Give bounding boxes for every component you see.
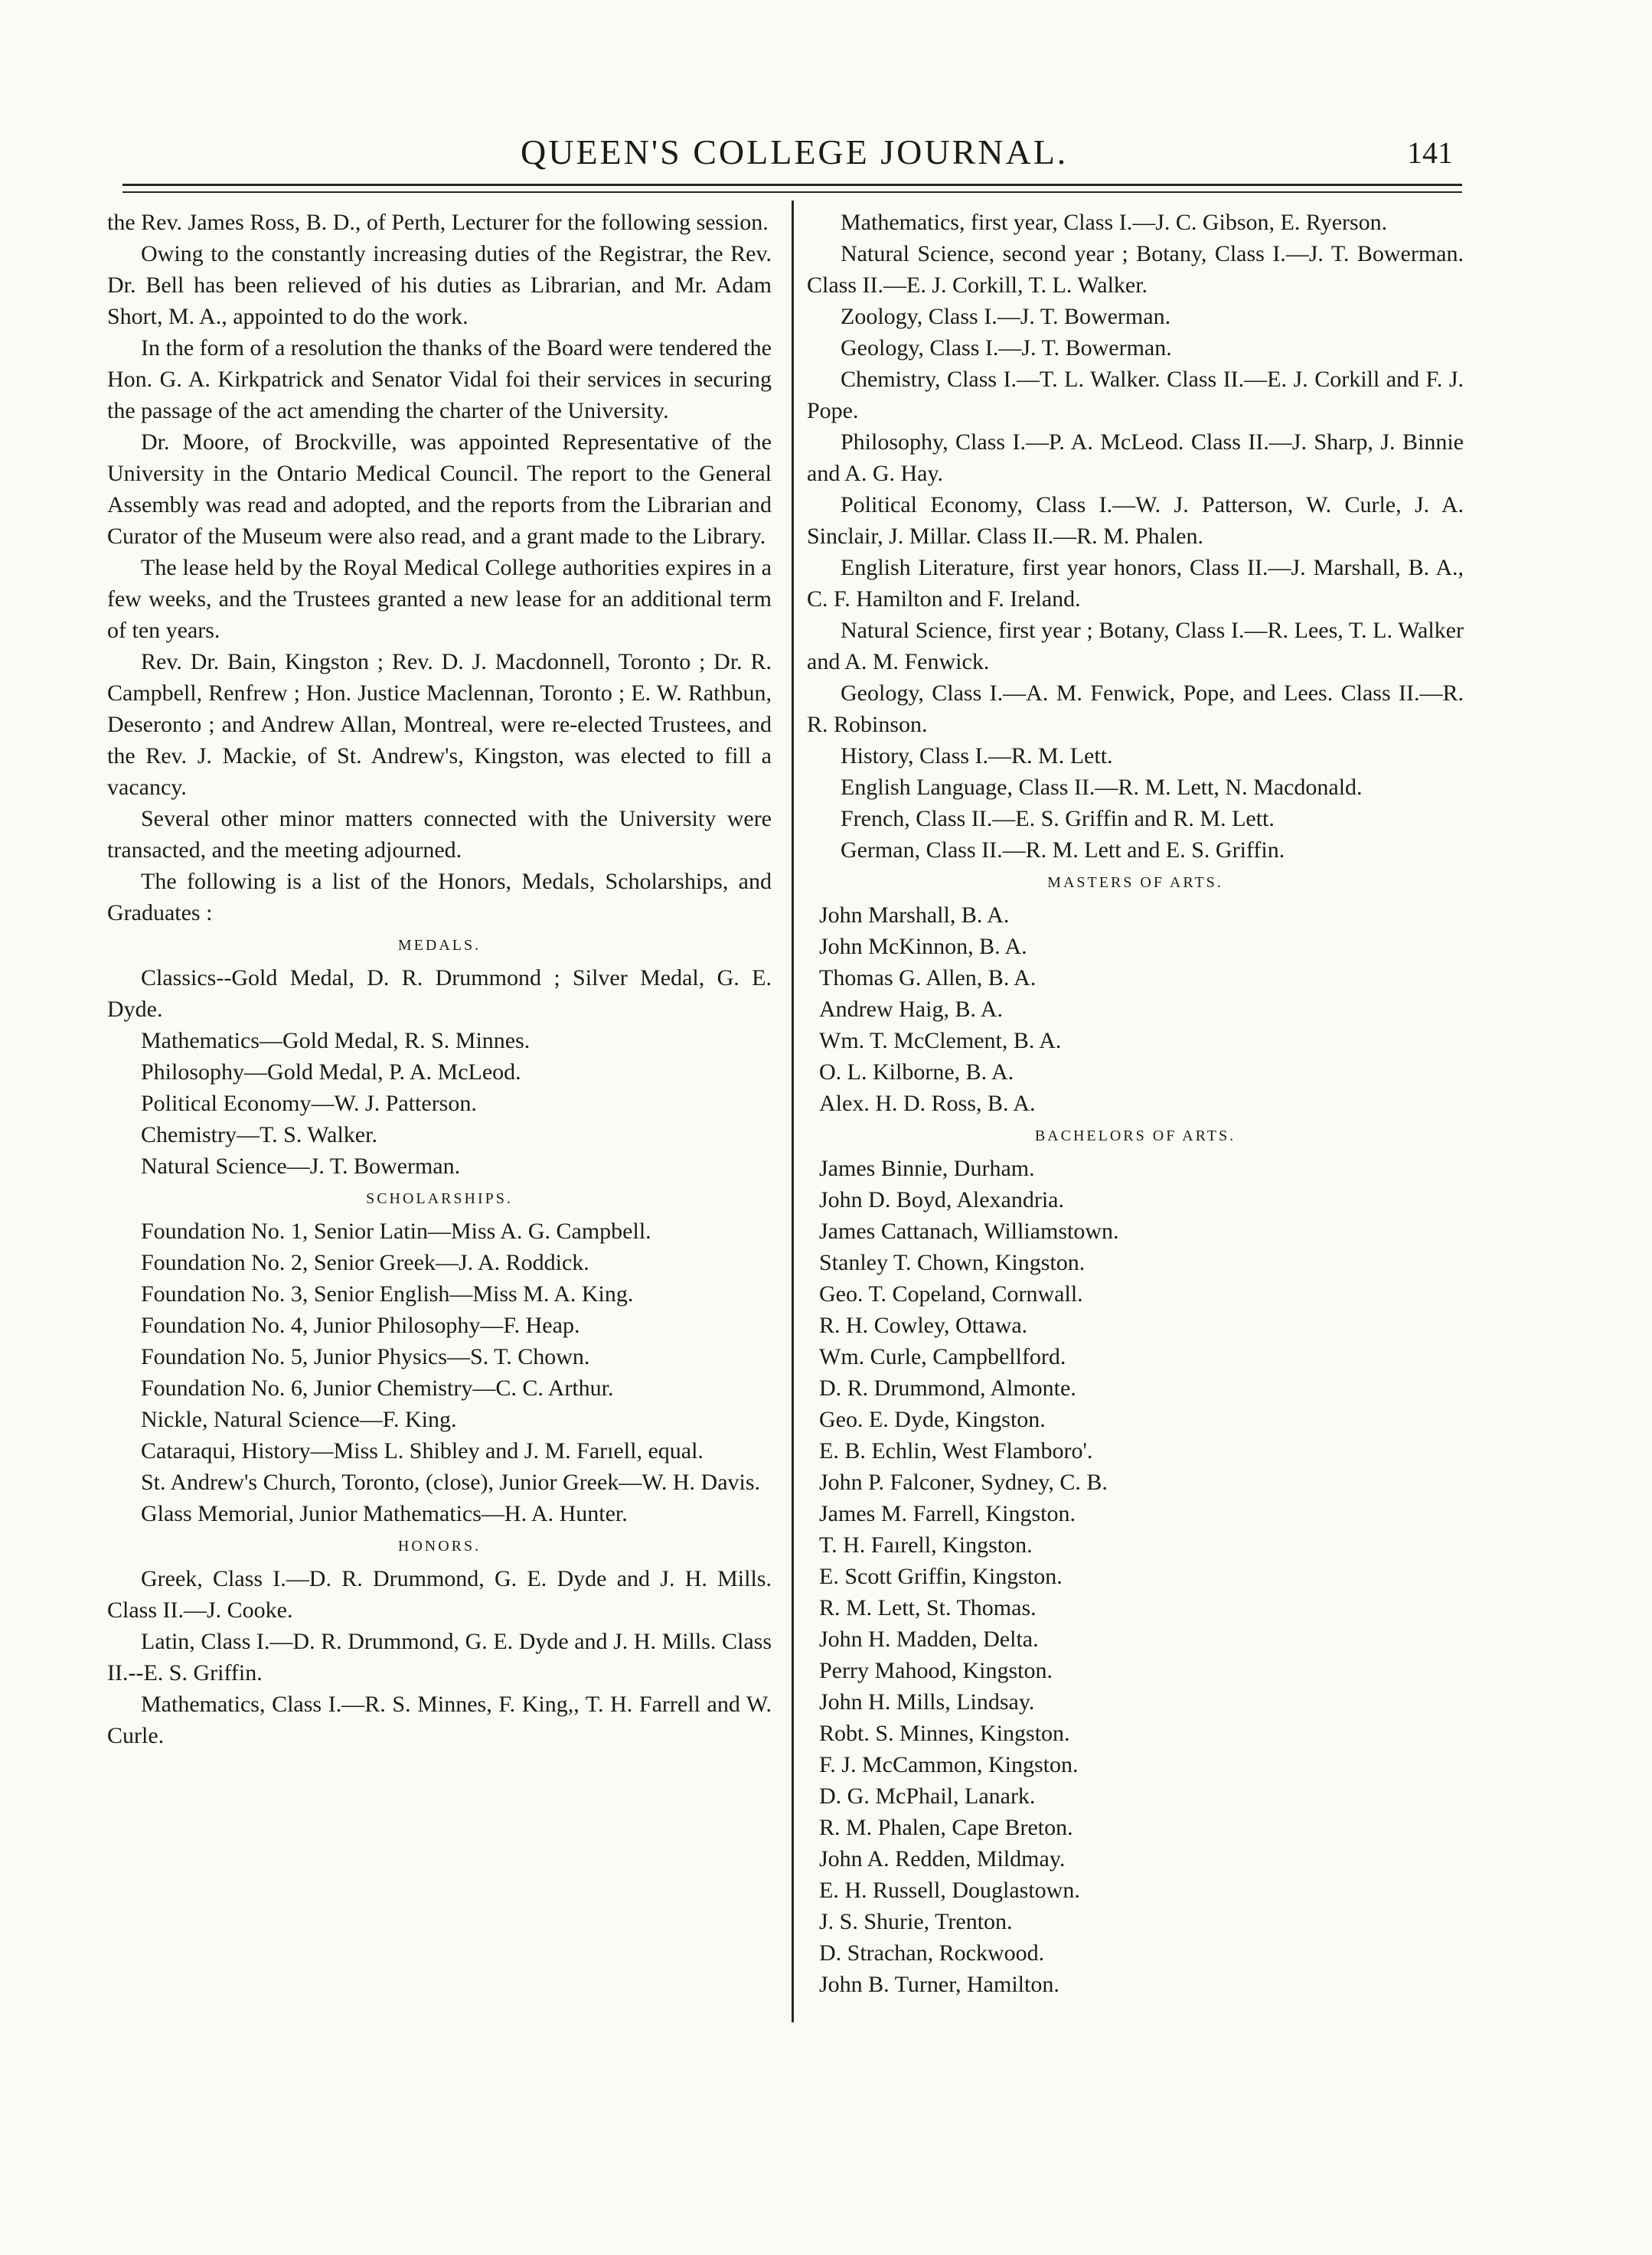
page-number: 141 (1407, 135, 1453, 170)
list-item: Thomas G. Allen, B. A. (819, 965, 1037, 990)
list-item: E. B. Echlin, West Flamboro'. (819, 1438, 1093, 1464)
list-item: Mathematics—Gold Medal, R. S. Minnes. (141, 1028, 531, 1053)
list-item: French, Class II.—E. S. Griffin and R. M. Lett. (841, 806, 1275, 831)
list-item: Stanley T. Chown, Kingston. (819, 1250, 1086, 1275)
list-item: English Language, Class II.—R. M. Lett, N. Macdonald. (841, 775, 1363, 800)
list-item: Foundation No. 1, Senior Latin—Miss A. G. Campbell. (141, 1219, 651, 1244)
list-item: R. M. Phalen, Cape Breton. (819, 1815, 1073, 1840)
paragraph: The lease held by the Royal Medical College authorities expires in a few weeks, and the Trustees granted a new lease for an additional term of ten years. (107, 555, 772, 643)
list-item: J. S. Shurie, Trenton. (819, 1909, 1013, 1934)
list-item: History, Class I.—R. M. Lett. (841, 743, 1113, 769)
list-item: Chemistry, Class I.—T. L. Walker. Class II.—E. J. Corkill and F. J. Pope. (807, 367, 1464, 423)
column-divider (792, 201, 794, 2022)
list-item: St. Andrew's Church, Toronto, (close), Junior Greek—W. H. Davis. (141, 1470, 761, 1495)
list-item: Foundation No. 5, Junior Physics—S. T. Chown. (141, 1344, 590, 1369)
list-item: Cataraqui, History—Miss L. Shibley and J. M. Farıell, equal. (141, 1438, 704, 1464)
list-item: John McKinnon, B. A. (819, 934, 1027, 959)
paragraph: Owing to the constantly increasing duties of the Registrar, the Rev. Dr. Bell has been relieved of his duties as Librarian, and Mr. Adam Short, M. A., appointed to do the work. (107, 241, 772, 329)
list-item: James Cattanach, Williamstown. (819, 1219, 1119, 1244)
list-item: John H. Mills, Lindsay. (819, 1689, 1035, 1715)
list-item: E. Scott Griffin, Kingston. (819, 1564, 1063, 1589)
list-item: Latin, Class I.—D. R. Drummond, G. E. Dyde and J. H. Mills. Class II.--E. S. Griffin. (107, 1629, 772, 1686)
list-item: Geology, Class I.—A. M. Fenwick, Pope, and Lees. Class II.—R. R. Robinson. (807, 680, 1464, 737)
list-item: Geo. E. Dyde, Kingston. (819, 1407, 1046, 1432)
right-column (807, 207, 1464, 2000)
list-item: John H. Madden, Delta. (819, 1627, 1039, 1652)
list-item: D. Strachan, Rockwood. (819, 1940, 1045, 1966)
list-item: O. L. Kilborne, B. A. (819, 1059, 1014, 1085)
list-item: John B. Turner, Hamilton. (819, 1972, 1059, 1997)
list-item: Robt. S. Minnes, Kingston. (819, 1721, 1070, 1746)
list-item: Mathematics, first year, Class I.—J. C. Gibson, E. Ryerson. (841, 210, 1388, 235)
left-column (107, 207, 772, 1751)
list-item: Philosophy, Class I.—P. A. McLeod. Class II.—J. Sharp, J. Binnie and A. G. Hay. (807, 429, 1464, 486)
paragraph: Several other minor matters connected with the University were transacted, and the meeting adjourned. (107, 806, 772, 863)
list-item: Wm. Curle, Campbellford. (819, 1344, 1066, 1369)
list-item: Foundation No. 2, Senior Greek—J. A. Roddick. (141, 1250, 589, 1275)
paragraph: the Rev. James Ross, B. D., of Perth, Lecturer for the following session. (107, 210, 769, 235)
list-item: R. M. Lett, St. Thomas. (819, 1595, 1037, 1620)
journal-title: QUEEN'S COLLEGE JOURNAL. (521, 132, 1069, 171)
list-item: Political Economy—W. J. Patterson. (141, 1091, 477, 1116)
list-item: James M. Farrell, Kingston. (819, 1501, 1076, 1526)
list-item: Philosophy—Gold Medal, P. A. McLeod. (141, 1059, 521, 1085)
list-item: Glass Memorial, Junior Mathematics—H. A. Hunter. (141, 1501, 628, 1526)
honors-heading: HONORS. (397, 1538, 482, 1555)
list-item: James Binnie, Durham. (819, 1156, 1035, 1181)
list-item: Foundation No. 4, Junior Philosophy—F. Heap. (141, 1313, 580, 1338)
list-item: E. H. Russell, Douglastown. (819, 1878, 1080, 1903)
list-item: Classics--Gold Medal, D. R. Drummond ; Silver Medal, G. E. Dyde. (107, 965, 772, 1022)
scholarships-heading: SCHOLARSHIPS. (366, 1190, 513, 1207)
list-item: English Literature, first year honors, Class II.—J. Marshall, B. A., C. F. Hamilton and F. Ireland. (807, 555, 1464, 612)
list-item: German, Class II.—R. M. Lett and E. S. Griffin. (841, 837, 1285, 863)
list-item: John P. Falconer, Sydney, C. B. (819, 1470, 1108, 1495)
header-rule-bottom (122, 191, 1462, 193)
paragraph: In the form of a resolution the thanks of the Board were tendered the Hon. G. A. Kirkpatrick and Senator Vidal foi their services in securing the passage of the act amending the charter of the University. (107, 335, 772, 423)
bachelors-heading: BACHELORS OF ARTS. (1034, 1128, 1236, 1144)
list-item: Zoology, Class I.—J. T. Bowerman. (841, 304, 1171, 329)
list-item: Natural Science, first year ; Botany, Class I.—R. Lees, T. L. Walker and A. M. Fenwick. (807, 618, 1464, 674)
list-item: Chemistry—T. S. Walker. (141, 1122, 377, 1147)
list-item: Political Economy, Class I.—W. J. Patterson, W. Curle, J. A. Sinclair, J. Millar. Class II.—R. M. Phalen. (807, 492, 1464, 549)
list-item: Natural Science, second year ; Botany, Class I.—J. T. Bowerman. Class II.—E. J. Corkill, T. L. Walker. (807, 241, 1464, 298)
list-item: John D. Boyd, Alexandria. (819, 1187, 1064, 1212)
paragraph: The following is a list of the Honors, Medals, Scholarships, and Graduates : (107, 869, 772, 925)
list-item: Geology, Class I.—J. T. Bowerman. (841, 335, 1172, 361)
list-item: Greek, Class I.—D. R. Drummond, G. E. Dyde and J. H. Mills. Class II.—J. Cooke. (107, 1566, 772, 1623)
list-item: D. R. Drummond, Almonte. (819, 1376, 1076, 1401)
header-rule-top (122, 184, 1462, 186)
list-item: Wm. T. McClement, B. A. (819, 1028, 1062, 1053)
list-item: R. H. Cowley, Ottawa. (819, 1313, 1028, 1338)
list-item: D. G. McPhail, Lanark. (819, 1783, 1036, 1809)
list-item: Geo. T. Copeland, Cornwall. (819, 1281, 1083, 1307)
list-item: Nickle, Natural Science—F. King. (141, 1407, 457, 1432)
list-item: Andrew Haig, B. A. (819, 997, 1003, 1022)
list-item: John A. Redden, Mildmay. (819, 1846, 1066, 1872)
list-item: John Marshall, B. A. (819, 902, 1010, 928)
paragraph: Dr. Moore, of Brockville, was appointed Representative of the University in the Ontario Medical Council. The report to the General Assembly was read and adopted, and the reports from the Librarian and Curator of the Museum were also read, and a grant made to the Library. (107, 429, 772, 549)
list-item: Foundation No. 6, Junior Chemistry—C. C. Arthur. (141, 1376, 614, 1401)
list-item: Foundation No. 3, Senior English—Miss M. A. King. (141, 1281, 634, 1307)
list-item: Mathematics, Class I.—R. S. Minnes, F. King,, T. H. Farrell and W. Curle. (107, 1692, 772, 1748)
list-item: F. J. McCammon, Kingston. (819, 1752, 1079, 1777)
list-item: T. H. Faırell, Kingston. (819, 1532, 1033, 1558)
list-item: Alex. H. D. Ross, B. A. (819, 1091, 1036, 1116)
masters-heading: MASTERS OF ARTS. (1047, 874, 1223, 891)
paragraph: Rev. Dr. Bain, Kingston ; Rev. D. J. Macdonnell, Toronto ; Dr. R. Campbell, Renfrew ; Hon. Justice Maclennan, Toronto ; E. W. Rathbun, Deseronto ; and Andrew Allan, Montreal, were re-elected Trustees, and the Rev. J. Mackie, of St. Andrew's, Kingston, was elected to fill a vacancy. (107, 649, 772, 800)
list-item: Perry Mahood, Kingston. (819, 1658, 1053, 1683)
list-item: Natural Science—J. T. Bowerman. (141, 1154, 461, 1179)
medals-heading: MEDALS. (397, 937, 482, 954)
